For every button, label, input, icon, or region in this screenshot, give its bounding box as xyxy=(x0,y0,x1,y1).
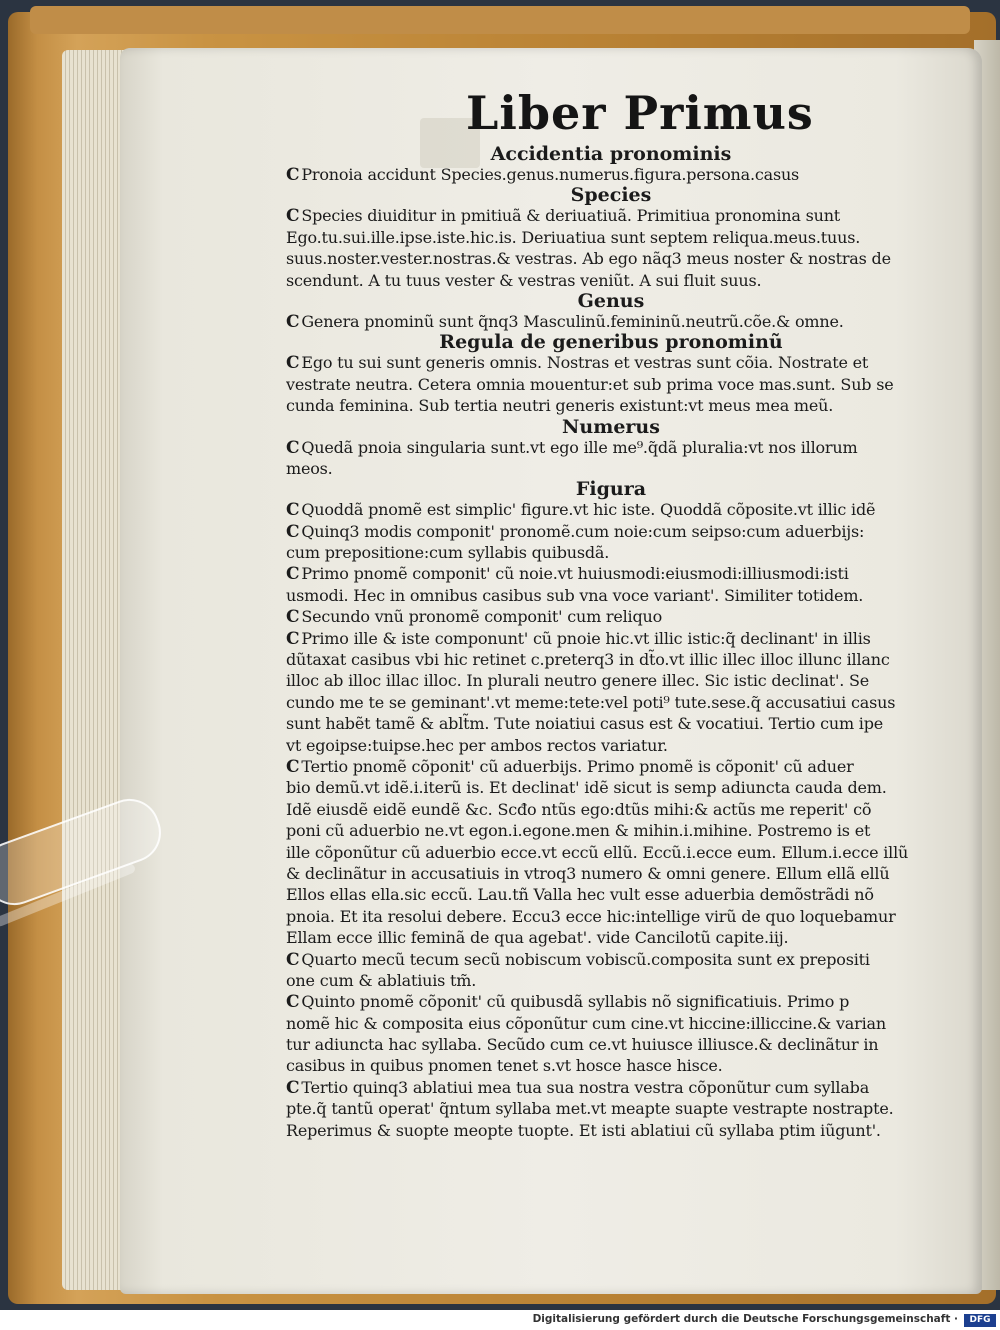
line-text: nomẽ hic & composita eius cõponũtur cum cine.vt hiccine:illiccine.& varian xyxy=(286,1013,886,1033)
line-text: Secundo vnũ pronomẽ componit' cum reliquo xyxy=(301,607,663,627)
text-line xyxy=(286,542,936,563)
line-text: dũtaxat casibus vbi hic retinet c.preterq3 in dt̃o.vt illic illec illoc illunc illanc xyxy=(286,650,890,670)
text-line xyxy=(286,970,936,991)
line-text: Quarto mecũ tecum secũ nobiscum vobiscũ.composita sunt ex prepositi xyxy=(301,949,870,969)
pilcrow-mark: C xyxy=(286,607,300,628)
text-line xyxy=(286,991,936,1012)
text-line xyxy=(286,606,936,627)
text-line xyxy=(286,1098,936,1119)
line-text: Ellos ellas ella.sic eccũ. Lau.tñ Valla hec vult esse aduerbia demõstrãdi nõ xyxy=(286,885,874,905)
pilcrow-mark: C xyxy=(286,500,300,521)
text-line xyxy=(286,863,936,884)
line-text: Ego.tu.sui.ille.ipse.iste.hic.is. Deriuatiua sunt septem reliqua.meus.tuus. xyxy=(286,227,861,247)
line-text: scendunt. A tu tuus vester & vestras veniũt. A sui fluit suus. xyxy=(286,270,762,290)
line-text: Tertio pnomẽ cõponit' cũ aduerbijs. Primo pnomẽ is cõponit' cũ aduer xyxy=(301,756,854,776)
line-text: vestrate neutra. Cetera omnia mouentur:et sub prima voce mas.sunt. Sub se xyxy=(286,374,894,394)
pilcrow-mark: C xyxy=(286,1077,300,1098)
line-text: pte.q̃ tantũ operat' q̃ntum syllaba met.vt meapte suapte vestrapte nostrapte. xyxy=(286,1099,894,1119)
pilcrow-mark: C xyxy=(286,311,300,332)
footer-bar xyxy=(0,1312,1000,1330)
text-line xyxy=(286,927,936,948)
text-line xyxy=(286,1077,936,1098)
line-text: suus.noster.vester.nostras.& vestras. Ab ego nãq3 meus noster & nostras de xyxy=(286,249,891,269)
line-text: one cum & ablatiuis tm̃. xyxy=(286,970,477,990)
line-text: casibus in quibus pnomen tenet s.vt hosce hasce hisce. xyxy=(286,1056,723,1076)
text-line xyxy=(286,585,936,606)
text-line xyxy=(286,205,936,226)
text-line xyxy=(286,649,936,670)
line-text: Ellam ecce illic feminã de qua agebat'. vide Cancilotũ capite.iij. xyxy=(286,928,789,948)
line-text: Quoddã pnomẽ est simplic' figure.vt hic iste. Quoddã cõposite.vt illic idẽ xyxy=(301,500,876,520)
line-text: Tertio quinq3 ablatiui mea tua sua nostra vestra cõponũtur cum syllaba xyxy=(301,1077,870,1097)
text-line xyxy=(286,756,936,777)
line-text: vt egoipse:tuipse.hec per ambos rectos variatur. xyxy=(286,735,668,755)
text-line xyxy=(286,1055,936,1076)
text-line xyxy=(286,227,936,248)
line-text: illoc ab illoc illac illoc. In plurali neutro genere illec. Sic istic declinat'. Se xyxy=(286,671,870,691)
text-line xyxy=(286,1013,936,1034)
section-heading: Genus xyxy=(577,289,645,312)
section-heading: Accidentia pronominis xyxy=(490,143,732,165)
line-text: & declinãtur in accusatiuis in vtroq3 numero & omni genere. Ellum ellã ellũ xyxy=(286,863,890,883)
pilcrow-mark: C xyxy=(286,521,300,542)
section-heading: Figura xyxy=(575,478,647,501)
pilcrow-mark: C xyxy=(286,353,300,374)
text-line xyxy=(286,820,936,841)
line-text: Primo pnomẽ componit' cũ noie.vt huiusmodi:eiusmodi:illiusmodi:isti xyxy=(301,564,849,584)
dfg-logo: DFG xyxy=(964,1314,996,1327)
text-line xyxy=(286,692,936,713)
section-heading: Species xyxy=(570,184,652,207)
pilcrow-mark: C xyxy=(286,992,300,1013)
text-line xyxy=(286,499,936,520)
line-text: meos. xyxy=(286,458,333,478)
text-line xyxy=(286,458,936,479)
pilcrow-mark: C xyxy=(286,206,300,227)
text-line xyxy=(286,395,936,416)
section-heading: Numerus xyxy=(562,415,660,438)
text-line xyxy=(286,248,936,269)
pilcrow-mark: C xyxy=(286,437,300,458)
text-line xyxy=(286,842,936,863)
page-text xyxy=(286,144,936,1141)
line-text: Pronoia accidunt Species.genus.numerus.figura.persona.casus xyxy=(301,165,800,184)
pilcrow-mark: C xyxy=(286,949,300,970)
line-text: Genera pnominũ sunt q̃nq3 Masculinũ.femininũ.neutrũ.cõe.& omne. xyxy=(301,311,844,331)
text-line xyxy=(286,563,936,584)
line-text: usmodi. Hec in omnibus casibus sub vna voce variant'. Similiter totidem. xyxy=(286,585,864,605)
line-text: ille cõponũtur cũ aduerbio ecce.vt eccũ ellũ. Eccũ.i.ecce eum. Ellum.i.ecce illũ xyxy=(286,842,909,862)
line-text: cunda feminina. Sub tertia neutri generis existunt:vt meus mea meũ. xyxy=(286,396,834,416)
pilcrow-mark: C xyxy=(286,628,300,649)
text-line xyxy=(286,670,936,691)
line-text: Ego tu sui sunt generis omnis. Nostras et vestras sunt cõia. Nostrate et xyxy=(301,353,869,373)
text-line xyxy=(286,164,936,185)
section-heading: Regula de generibus pronominũ xyxy=(439,331,783,354)
book-cover-top xyxy=(30,6,970,34)
line-text: poni cũ aduerbio ne.vt egon.i.egone.men & mihin.i.mihine. Postremo is et xyxy=(286,821,871,841)
line-text: Reperimus & suopte meopte tuopte. Et isti ablatiui cũ syllaba ptim iũgunt'. xyxy=(286,1120,881,1140)
text-line xyxy=(286,374,936,395)
text-line xyxy=(286,352,936,373)
text-line xyxy=(286,521,936,542)
line-text: pnoia. Et ita resolui debere. Eccu3 ecce hic:intellige virũ de quo loquebamur xyxy=(286,906,896,926)
text-line xyxy=(286,628,936,649)
text-line xyxy=(286,799,936,820)
text-line xyxy=(286,437,936,458)
line-text: Primo ille & iste componunt' cũ pnoie hic.vt illic istic:q̃ declinant' in illis xyxy=(301,628,871,648)
line-text: cum prepositione:cum syllabis quibusdã. xyxy=(286,543,610,563)
page-heading: Liber Primus xyxy=(466,86,814,140)
line-text: cundo me te se geminant'.vt meme:tete:vel poti⁹ tute.sese.q̃ accusatiui casus xyxy=(286,692,896,712)
pilcrow-mark: C xyxy=(286,756,300,777)
line-text: Species diuiditur in pmitiuã & deriuatiuã. Primitiua pronomina sunt xyxy=(301,206,841,226)
line-text: Quinq3 modis componit' pronomẽ.cum noie:cum seipso:cum aduerbijs: xyxy=(301,521,865,541)
line-text: sunt habẽt tamẽ & ablt̃m. Tute noiatiui casus est & vocatiui. Tertio cum ipe xyxy=(286,714,884,734)
line-text: Idẽ eiusdẽ eidẽ eundẽ &c. Scđo ntũs ego:dtũs mihi:& actũs me reperit' cõ xyxy=(286,799,872,819)
pilcrow-mark: C xyxy=(286,564,300,585)
text-line xyxy=(286,949,936,970)
text-line xyxy=(286,311,936,332)
line-text: bio demũ.vt idẽ.i.iterũ is. Et declinat' idẽ sicut is semp adiuncta cauda dem. xyxy=(286,778,887,798)
text-line xyxy=(286,735,936,756)
text-line xyxy=(286,1034,936,1055)
text-line xyxy=(286,906,936,927)
text-line xyxy=(286,713,936,734)
text-line xyxy=(286,777,936,798)
funding-credit: Digitalisierung gefördert durch die Deutsche Forschungsgemeinschaft · xyxy=(532,1313,958,1325)
text-line xyxy=(286,270,936,291)
line-text: Quinto pnomẽ cõponit' cũ quibusdã syllabis nõ significatiuis. Primo p xyxy=(301,992,850,1012)
line-text: tur adiuncta hac syllaba. Secũdo cum ce.vt huiusce illiusce.& declinãtur in xyxy=(286,1035,879,1055)
text-line xyxy=(286,884,936,905)
text-line xyxy=(286,1120,936,1141)
line-text: Quedã pnoia singularia sunt.vt ego ille me⁹.q̃dã pluralia:vt nos illorum xyxy=(301,437,858,457)
pilcrow-mark: C xyxy=(286,165,300,185)
